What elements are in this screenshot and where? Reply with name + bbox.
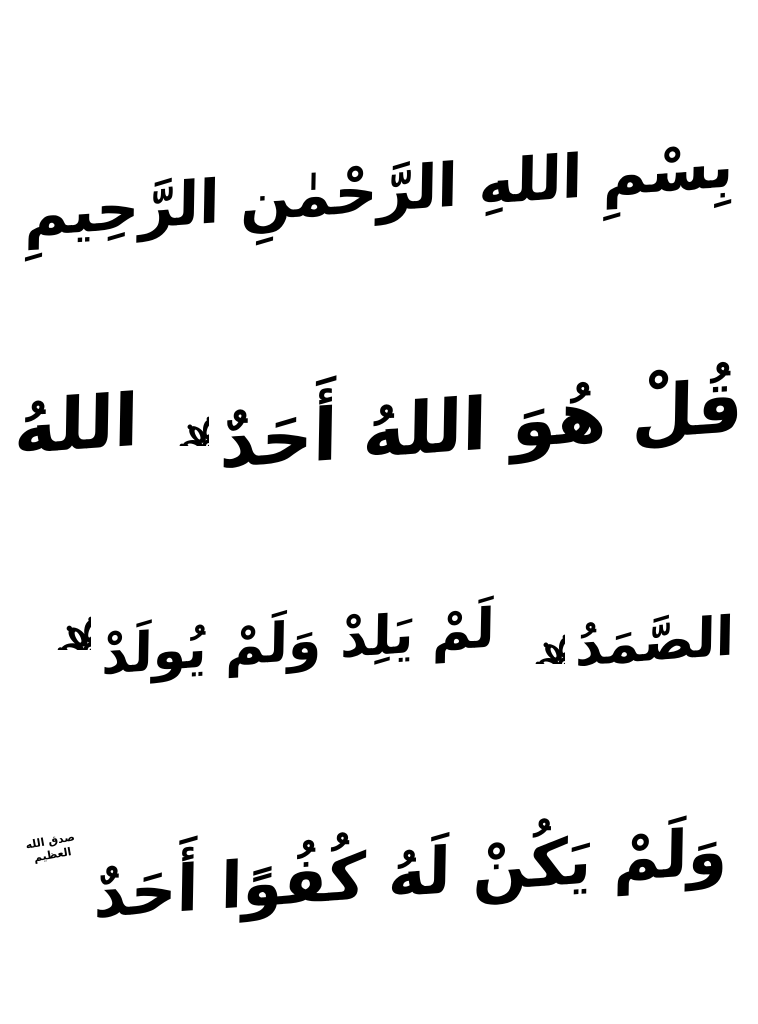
verse-text: وَلَمْ يَكُنْ لَهُ كُفُوًا أَحَدٌ xyxy=(93,814,729,934)
verse-text: لَمْ يَلِدْ وَلَمْ يُولَدْ xyxy=(101,596,496,687)
verse-text: الصَّمَدُ xyxy=(575,604,736,679)
verse-divider-rosette-icon xyxy=(505,604,565,664)
verse-1-line xyxy=(13,319,744,529)
calligrapher-seal: صدق الله العظيم xyxy=(25,830,77,865)
verse-text: بِسْمِ اللهِ الرَّحْمٰنِ الرَّحِيمِ xyxy=(24,130,734,251)
verse-divider-rosette-icon xyxy=(149,386,209,446)
verse-4-line xyxy=(18,754,740,994)
verse-text: قُلْ هُوَ اللهُ أَحَدٌ xyxy=(218,363,744,485)
verse-text: اللهُ xyxy=(13,377,140,471)
verse-divider-rosette-icon xyxy=(23,582,91,650)
basmala-line xyxy=(18,52,740,316)
verse-2-3-line xyxy=(18,533,740,751)
